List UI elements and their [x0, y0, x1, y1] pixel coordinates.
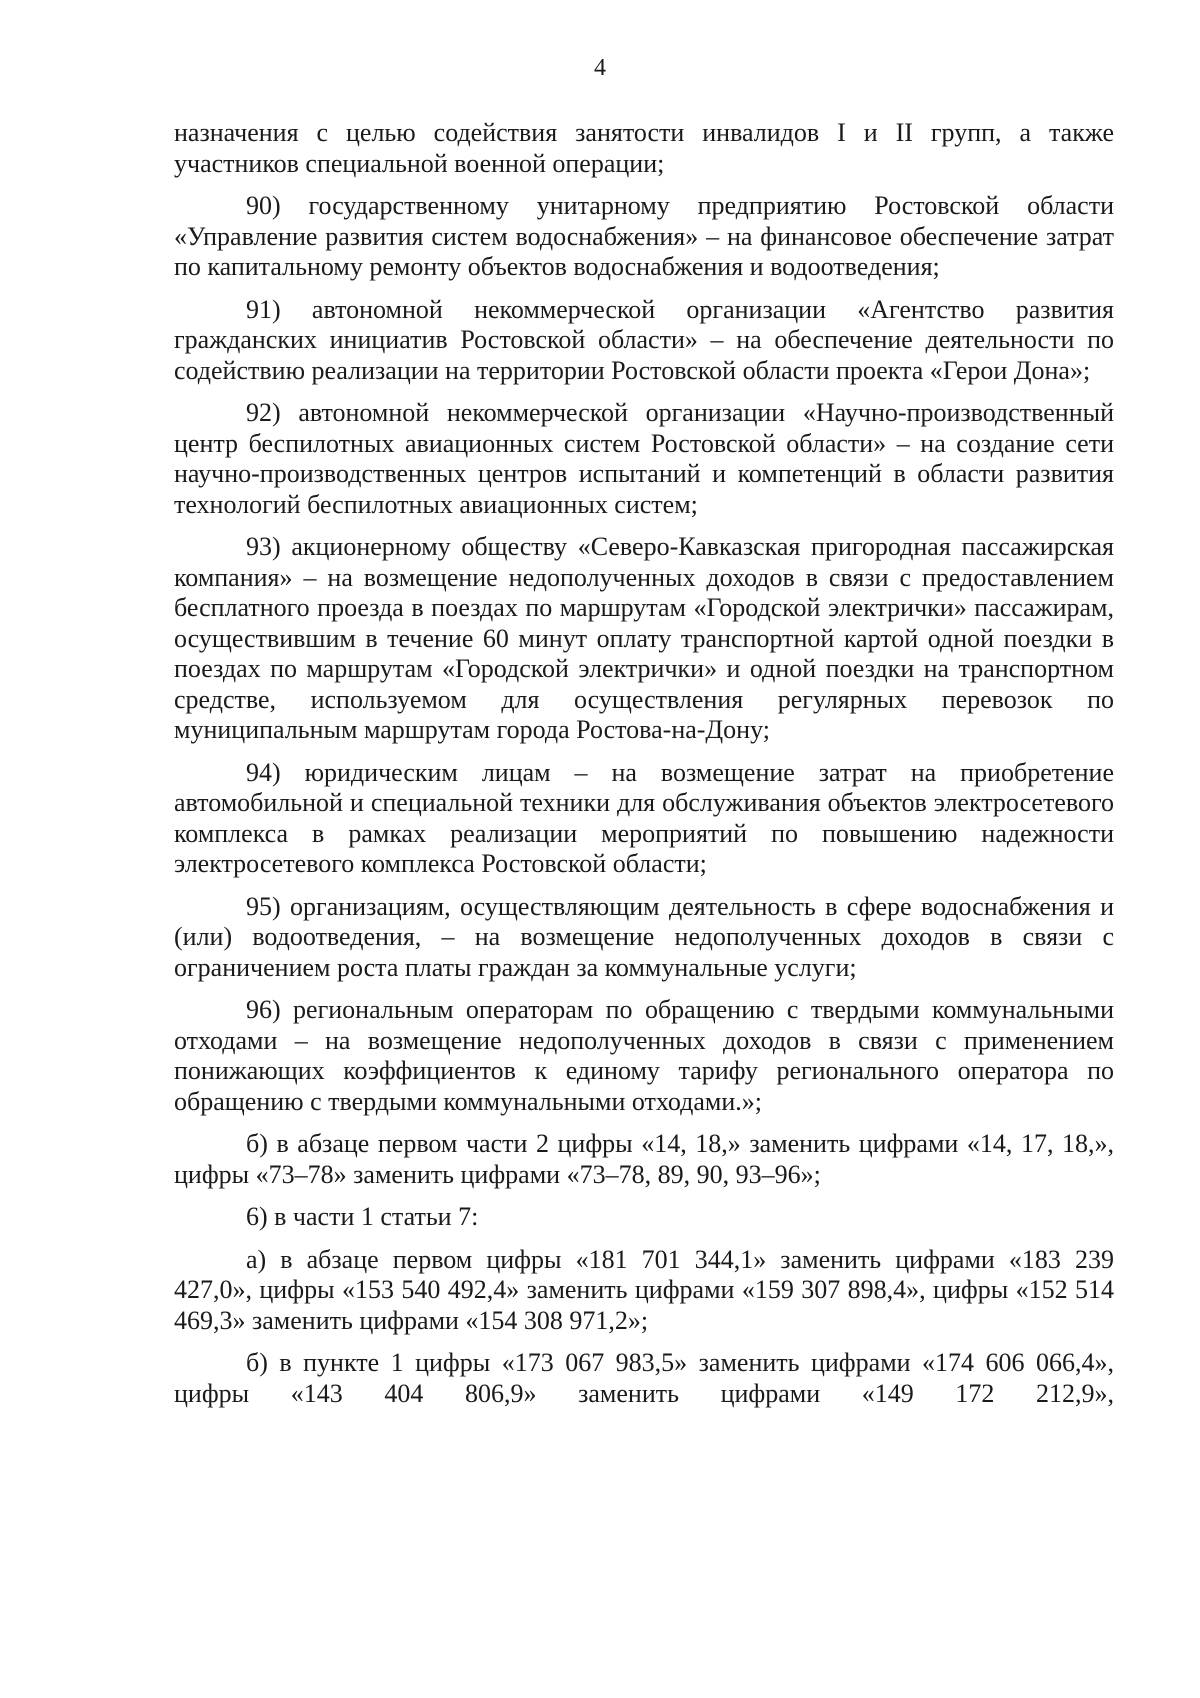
page-number: 4	[594, 55, 606, 81]
paragraph-subitem-a-first-paragraph: а) в абзаце первом цифры «181 701 344,1» заменить цифрами «183 239 427,0», цифры «153 540 492,4» заменить цифрами «159 307 898,4», цифры «152 514 469,3» заменить цифрами «154 308 971,2»;	[174, 1244, 1114, 1335]
paragraph-subitem-b-part-2: б) в абзаце первом части 2 цифры «14, 18,» заменить цифрами «14, 17, 18,», цифры «73–78» заменить цифрами «73–78, 89, 90, 93–96»;	[174, 1129, 1114, 1189]
paragraph-continuation: назначения с целью содействия занятости инвалидов I и II групп, а также участников специальной военной операции;	[174, 118, 1114, 178]
paragraph-item-91: 91) автономной некоммерческой организации «Агентство развития гражданских инициатив Ростовской области» – на обеспечение деятельности по содействию реализации на территории Ростовской области проекта «Герои Дона»;	[174, 294, 1114, 385]
paragraph-subitem-b-point-1: б) в пункте 1 цифры «173 067 983,5» заменить цифрами «174 606 066,4», цифры «143 404 806,9» заменить цифрами «149 172 212,9»,	[174, 1348, 1114, 1408]
paragraph-item-96: 96) региональным операторам по обращению с твердыми коммунальными отходами – на возмещение недополученных доходов в связи с применением понижающих коэффициентов к единому тарифу регионального оператора по обращению с твердыми коммунальными отходами.»;	[174, 995, 1114, 1116]
paragraph-item-90: 90) государственному унитарному предприятию Ростовской области «Управление развития систем водоснабжения» – на финансовое обеспечение затрат по капитальному ремонту объектов водоснабжения и водоотведения;	[174, 191, 1114, 281]
paragraph-item-95: 95) организациям, осуществляющим деятельность в сфере водоснабжения и (или) водоотведения, – на возмещение недополученных доходов в связи с ограничением роста платы граждан за коммунальные услуги;	[174, 891, 1114, 982]
document-body	[174, 118, 1114, 1421]
paragraph-item-92: 92) автономной некоммерческой организации «Научно-производственный центр беспилотных авиационных систем Ростовской области» – на создание сети научно-производственных центров испытаний и компетенций в области развития технологий беспилотных авиационных систем;	[174, 398, 1114, 519]
paragraph-item-94: 94) юридическим лицам – на возмещение затрат на приобретение автомобильной и специальной техники для обслуживания объектов электросетевого комплекса в рамках реализации мероприятий по повышению надежности электросетевого комплекса Ростовской области;	[174, 757, 1114, 878]
paragraph-item-6-article-7: 6) в части 1 статьи 7:	[246, 1202, 479, 1231]
paragraph-item-93: 93) акционерному обществу «Северо-Кавказская пригородная пассажирская компания» – на возмещение недополученных доходов в связи с предоставлением бесплатного проезда в поездах по маршрутам «Городской электрички» пассажирам, осуществившим в течение 60 минут оплату транспортной картой одной поездки в поездах по маршрутам «Городской электрички» и одной поездки на транспортном средстве, используемом для осуществления регулярных перевозок по муниципальным маршрутам города Ростова-на-Дону;	[174, 532, 1114, 744]
